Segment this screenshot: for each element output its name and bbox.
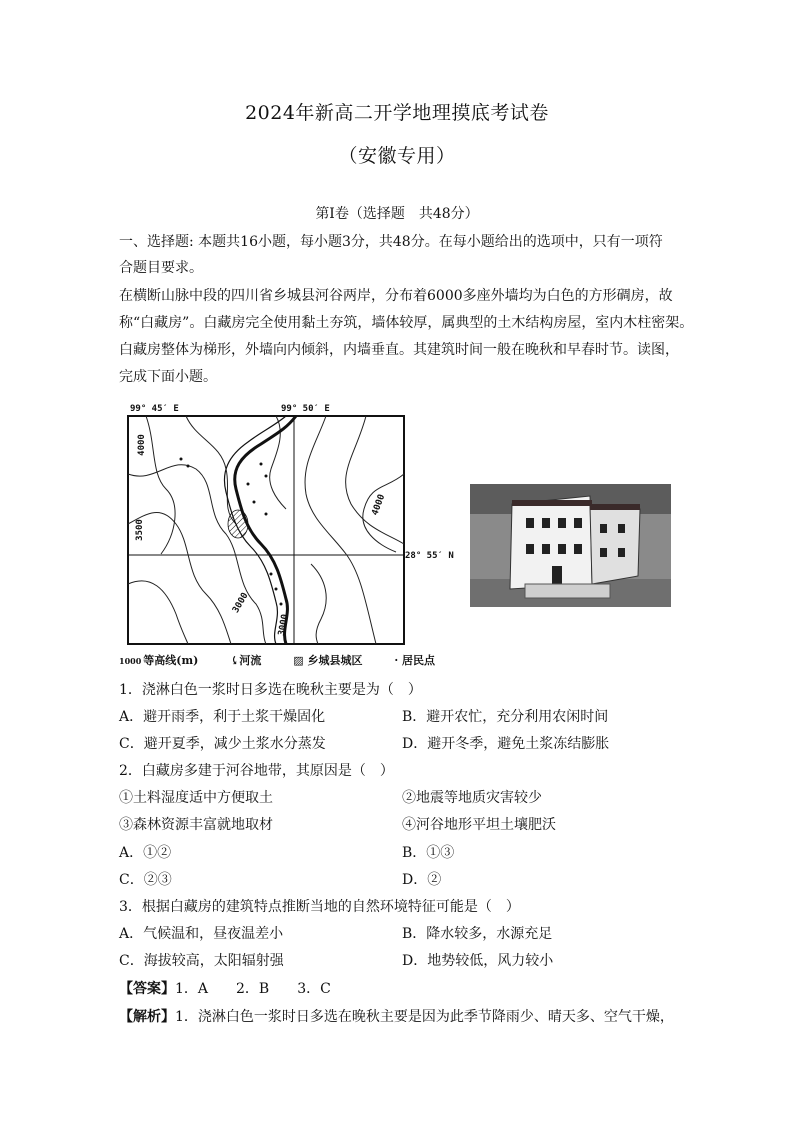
- legend-town-label: 乡城县城区: [307, 654, 363, 667]
- answer-label: 【答案】: [119, 981, 175, 997]
- option[interactable]: A．①②: [119, 845, 172, 861]
- contour-label: 3000: [277, 613, 291, 637]
- contour-label: 3500: [134, 519, 145, 541]
- statement: ③森林资源丰富就地取材: [119, 817, 273, 833]
- legend-contour-sample: 1000: [119, 656, 142, 666]
- option[interactable]: C．②③: [119, 872, 172, 888]
- question-stem: 1．浇淋白色一浆时日多选在晚秋主要是为（ ）: [119, 682, 422, 698]
- white-tibetan-house-photo: [470, 484, 671, 607]
- answer-line: [119, 976, 679, 1002]
- option[interactable]: A．气候温和，昼夜温差小: [119, 926, 284, 942]
- instruction-line: 合题目要求。: [119, 260, 203, 276]
- passage-line: 完成下面小题。: [119, 369, 217, 385]
- section-heading: 第Ⅰ卷（选择题 共48分）: [315, 206, 479, 222]
- answer-text: 1．A 2．B 3．C: [175, 981, 331, 997]
- topographic-map: [126, 414, 406, 646]
- option[interactable]: A．避开雨季，利于土浆干燥固化: [119, 709, 326, 725]
- legend-river-label: 河流: [239, 654, 262, 667]
- option[interactable]: D．②: [402, 872, 442, 888]
- question-stem: 2．白藏房多建于河谷地带，其原因是（ ）: [119, 763, 394, 779]
- legend-settlement-label: 居民点: [401, 654, 435, 667]
- option[interactable]: D．避开冬季，避免土浆冻结膨胀: [402, 736, 610, 752]
- contour-label: 4000: [370, 493, 388, 517]
- option[interactable]: B．避开农忙，充分利用农闲时间: [402, 709, 609, 725]
- option[interactable]: C．海拔较高，太阳辐射强: [119, 953, 284, 969]
- legend-river: ⤹河流: [230, 654, 262, 667]
- longitude-label-right: 99° 50′ E: [281, 404, 330, 414]
- contour-label: 4000: [136, 434, 147, 456]
- analysis-label: 【解析】: [119, 1009, 175, 1025]
- contour-label: 3000: [231, 591, 251, 615]
- page-title: 2024年新高二开学地理摸底考试卷: [245, 102, 549, 124]
- page-subtitle: （安徽专用）: [338, 145, 456, 167]
- map-legend: [119, 652, 463, 668]
- statement: ②地震等地质灾害较少: [402, 790, 542, 806]
- passage-line: 称“白藏房”。白藏房完全使用黏土夯筑，墙体较厚，属典型的土木结构房屋，室内木柱密架。: [119, 315, 694, 331]
- legend-settlement: · 居民点: [394, 654, 435, 667]
- statement: ④河谷地形平坦土壤肥沃: [402, 817, 556, 833]
- option[interactable]: B．降水较多，水源充足: [402, 926, 553, 942]
- passage-line: 在横断山脉中段的四川省乡城县河谷两岸，分布着6000多座外墙均为白色的方形碉房，故: [119, 288, 673, 304]
- longitude-label-left: 99° 45′ E: [130, 404, 179, 414]
- option[interactable]: C．避开夏季，减少土浆水分蒸发: [119, 736, 326, 752]
- option[interactable]: D．地势较低，风力较小: [402, 953, 554, 969]
- question-stem: 3．根据白藏房的建筑特点推断当地的自然环境特征可能是（ ）: [119, 899, 520, 915]
- statement: ①土料湿度适中方便取土: [119, 790, 273, 806]
- analysis-line: [119, 1004, 679, 1030]
- passage-line: 白藏房整体为梯形，外墙向内倾斜，内墙垂直。其建筑时间一般在晚秋和早春时节。读图，: [119, 342, 679, 358]
- legend-contour: [119, 654, 212, 667]
- instruction-line: 一、选择题: 本题共16小题，每小题3分，共48分。在每小题给出的选项中，只有一项符: [119, 234, 663, 250]
- legend-contour-label: 等高线(m): [143, 654, 199, 667]
- option[interactable]: B．①③: [402, 845, 455, 861]
- latitude-label: 28° 55′ N: [405, 551, 454, 561]
- legend-town: ▨ 乡城县城区: [293, 654, 363, 667]
- analysis-text: 1．浇淋白色一浆时日多选在晚秋主要是因为此季节降雨少、晴天多、空气干燥，: [175, 1009, 674, 1025]
